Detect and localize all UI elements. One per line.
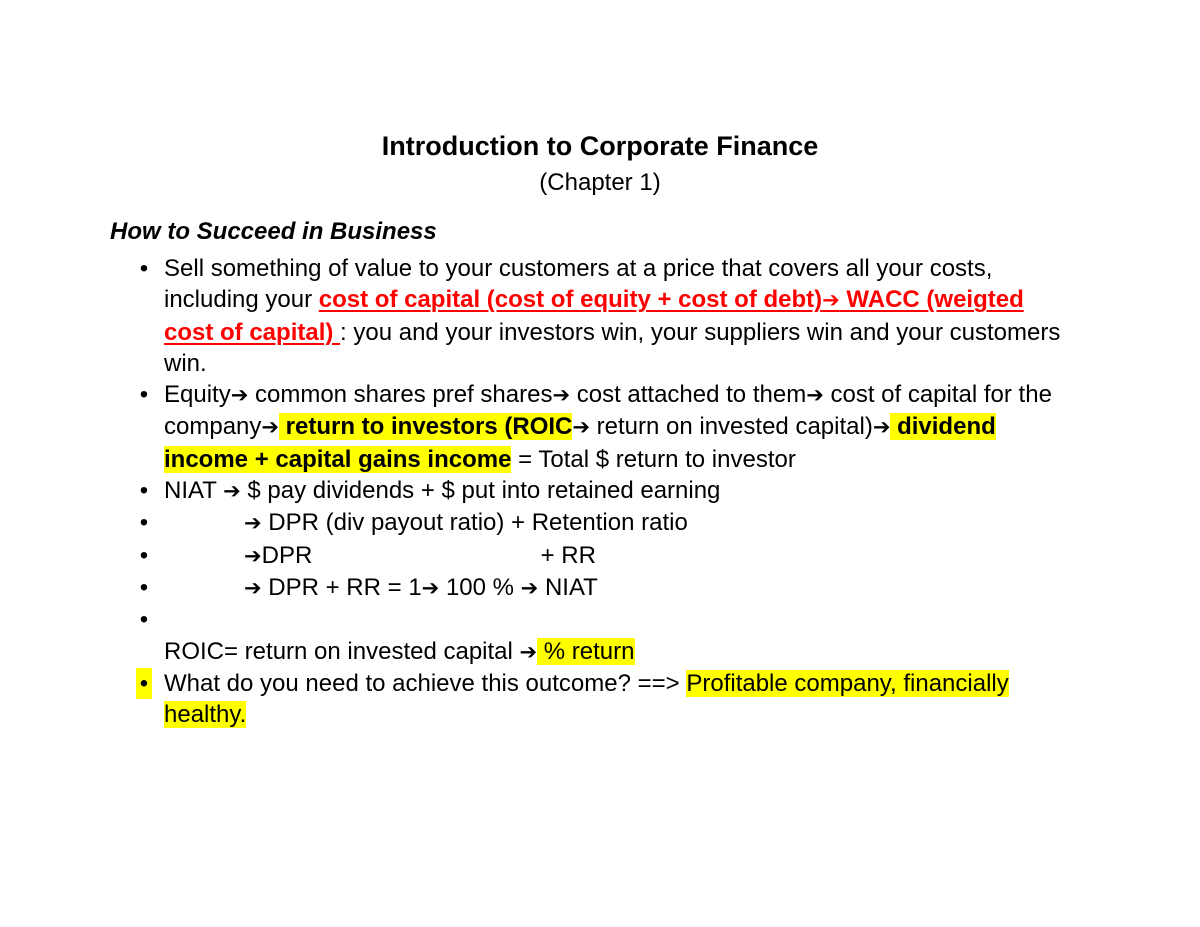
item-text: WACC (weigted cost of capital): [164, 286, 1024, 346]
chapter-subtitle: (Chapter 1): [539, 169, 661, 196]
highlight-text: % return: [537, 637, 635, 665]
arrow-icon: ➔: [520, 575, 539, 600]
bullet-list: [0, 253, 1100, 730]
highlight-text: dividend income + capital gains income: [164, 413, 996, 473]
item-text: DPR: [261, 541, 313, 569]
bullet-icon: •: [139, 509, 149, 537]
arrow-icon: ➔: [223, 479, 241, 504]
bullet-icon: •: [139, 381, 149, 409]
arrow-icon: ➔: [552, 383, 571, 408]
list-item: [0, 540, 1074, 572]
item-text: + RR: [540, 541, 596, 569]
list-item: [0, 475, 1074, 507]
arrow-icon: ➔: [244, 511, 262, 536]
arrow-icon: ➔: [872, 415, 891, 440]
list-item: [0, 668, 1074, 731]
highlight-text: return to investors (ROIC: [279, 413, 573, 441]
item-text: = Total $ return to investor: [511, 445, 796, 473]
bullet-icon: •: [139, 606, 149, 634]
item-text: What do you need to achieve this outcome? ==>: [164, 669, 687, 697]
bullet-icon: •: [139, 255, 149, 282]
item-text: return on invested capital): [589, 413, 873, 441]
arrow-icon: ➔: [421, 575, 440, 600]
list-item: [0, 604, 1074, 668]
bullet-icon: •: [136, 668, 152, 699]
list-item: [0, 253, 1074, 379]
item-text: Sell something of value to your customers at a price that covers all your costs, including your: [164, 255, 993, 314]
bullet-icon: •: [139, 573, 149, 601]
item-text: : you and your investors win, your suppliers win and your customers win.: [164, 318, 1061, 377]
highlight-text: Profitable company, financially healthy.: [164, 669, 1009, 729]
item-text: Equity: [164, 381, 231, 409]
arrow-icon: ➔: [261, 415, 279, 440]
item-text: DPR + RR = 1: [261, 573, 422, 601]
item-text: NIAT: [164, 477, 224, 505]
arrow-icon: ➔: [572, 415, 590, 440]
item-text: common shares pref shares: [248, 381, 553, 409]
item-text: $ pay dividends + $ put into retained earning: [240, 477, 721, 505]
item-text: DPR (div payout ratio) + Retention ratio: [261, 509, 688, 537]
list-item: [0, 572, 1074, 604]
arrow-icon: ➔: [806, 383, 824, 408]
bullet-icon: •: [139, 541, 149, 569]
arrow-icon: ➔: [519, 639, 538, 664]
item-text: ROIC= return on invested capital: [164, 637, 520, 665]
list-item: [0, 379, 1074, 475]
arrow-icon: ➔: [244, 575, 262, 600]
arrow-icon: ➔: [822, 288, 840, 313]
section-heading: How to Succeed in Business: [110, 218, 437, 245]
item-text: cost attached to them: [570, 381, 807, 409]
page-title: Introduction to Corporate Finance: [381, 131, 819, 161]
item-text: cost of capital for the company: [164, 381, 1052, 441]
item-text: NIAT: [538, 573, 598, 601]
bullet-icon: •: [139, 477, 149, 505]
arrow-icon: ➔: [244, 543, 262, 568]
arrow-icon: ➔: [230, 383, 249, 408]
list-item: [0, 507, 1074, 539]
item-text: 100 %: [439, 573, 521, 601]
item-text: cost of capital (cost of equity + cost of debt): [318, 286, 823, 314]
